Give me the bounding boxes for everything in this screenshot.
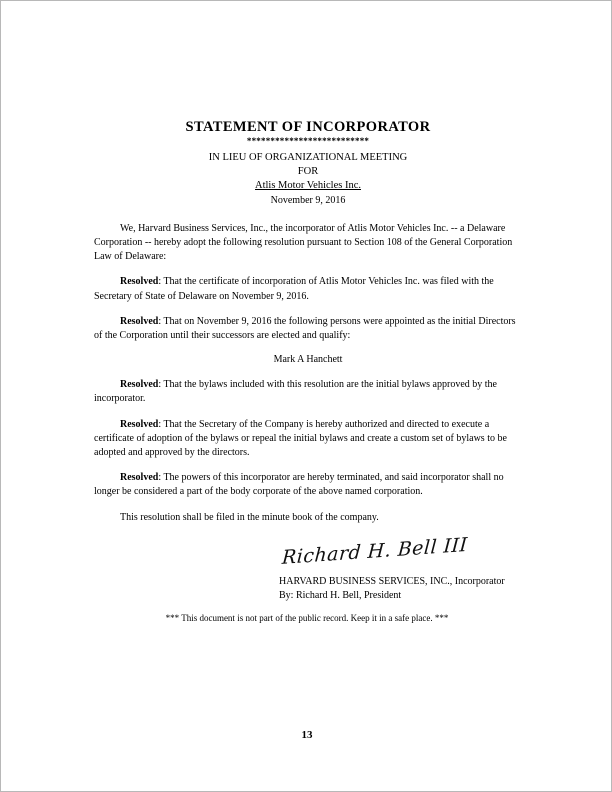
resolved-lead: Resolved — [120, 472, 159, 484]
footer-note: *** This document is not part of the public record. Keep it in a safe place. *** — [165, 613, 449, 623]
signature-company-line: HARVARD BUSINESS SERVICES, INC., Incorporator — [279, 575, 505, 587]
paragraph-minute-book — [94, 511, 522, 525]
paragraph-resolved-bylaws-text: : That the bylaws included with this resolution are the initial bylaws approved by the incorporator. — [94, 379, 497, 405]
paragraph-resolved-directors — [94, 315, 522, 343]
paragraph-resolved-secretary — [94, 418, 522, 461]
paragraph-resolved-secretary-text: : That the Secretary of the Company is hereby authorized and directed to execute a certificate of adoption of the bylaws or repeal the initial bylaws and create a custom set of bylaws to be adopted and approved by the directors. — [94, 418, 507, 458]
signature-image: Richard H. Bell III — [281, 533, 469, 569]
resolved-lead: Resolved — [120, 418, 159, 430]
paragraph-intro-text: We, Harvard Business Services, Inc., the incorporator of Atlis Motor Vehicles Inc. -- a Delaware Corporation -- hereby adopt the following resolution pursuant to Section 108 of the General Corporation Law of Delaware: — [94, 222, 513, 263]
star-divider: ************************** — [246, 136, 370, 146]
page-number: 13 — [301, 729, 313, 741]
paragraph-resolved-powers — [94, 471, 522, 499]
paragraph-minute-book-text: This resolution shall be filed in the minute book of the company. — [120, 511, 379, 523]
signature-by-line: By: Richard H. Bell, President — [279, 589, 402, 601]
director-name: Mark A Hanchett — [273, 354, 343, 366]
paragraph-intro — [94, 222, 522, 265]
subtitle-line-2: FOR — [297, 166, 319, 178]
signature-block — [94, 533, 522, 603]
resolved-lead: Resolved — [120, 379, 159, 391]
resolved-lead: Resolved — [120, 276, 159, 288]
paragraph-resolved-powers-text: : The powers of this incorporator are hereby terminated, and said incorporator shall no longer be considered a part of the body corporate of the above named corporation. — [94, 472, 504, 498]
page-title: STATEMENT OF INCORPORATOR — [185, 119, 431, 135]
document-content — [94, 119, 522, 603]
subtitle-line-1: IN LIEU OF ORGANIZATIONAL MEETING — [208, 151, 408, 163]
document-date: November 9, 2016 — [270, 194, 346, 206]
paragraph-resolved-certificate-text: : That the certificate of incorporation of Atlis Motor Vehicles Inc. was filed with the Secretary of State of Delaware on November 9, 2016. — [94, 276, 494, 302]
company-name-line — [94, 179, 522, 194]
paragraph-resolved-directors-text: : That on November 9, 2016 the following persons were appointed as the initial Directors of the Corporation until their successors are elected and qualify: — [94, 315, 516, 342]
resolved-lead: Resolved — [120, 315, 159, 327]
paragraph-resolved-bylaws — [94, 378, 522, 406]
company-name: Atlis Motor Vehicles Inc. — [255, 180, 361, 192]
paragraph-resolved-certificate — [94, 275, 522, 303]
